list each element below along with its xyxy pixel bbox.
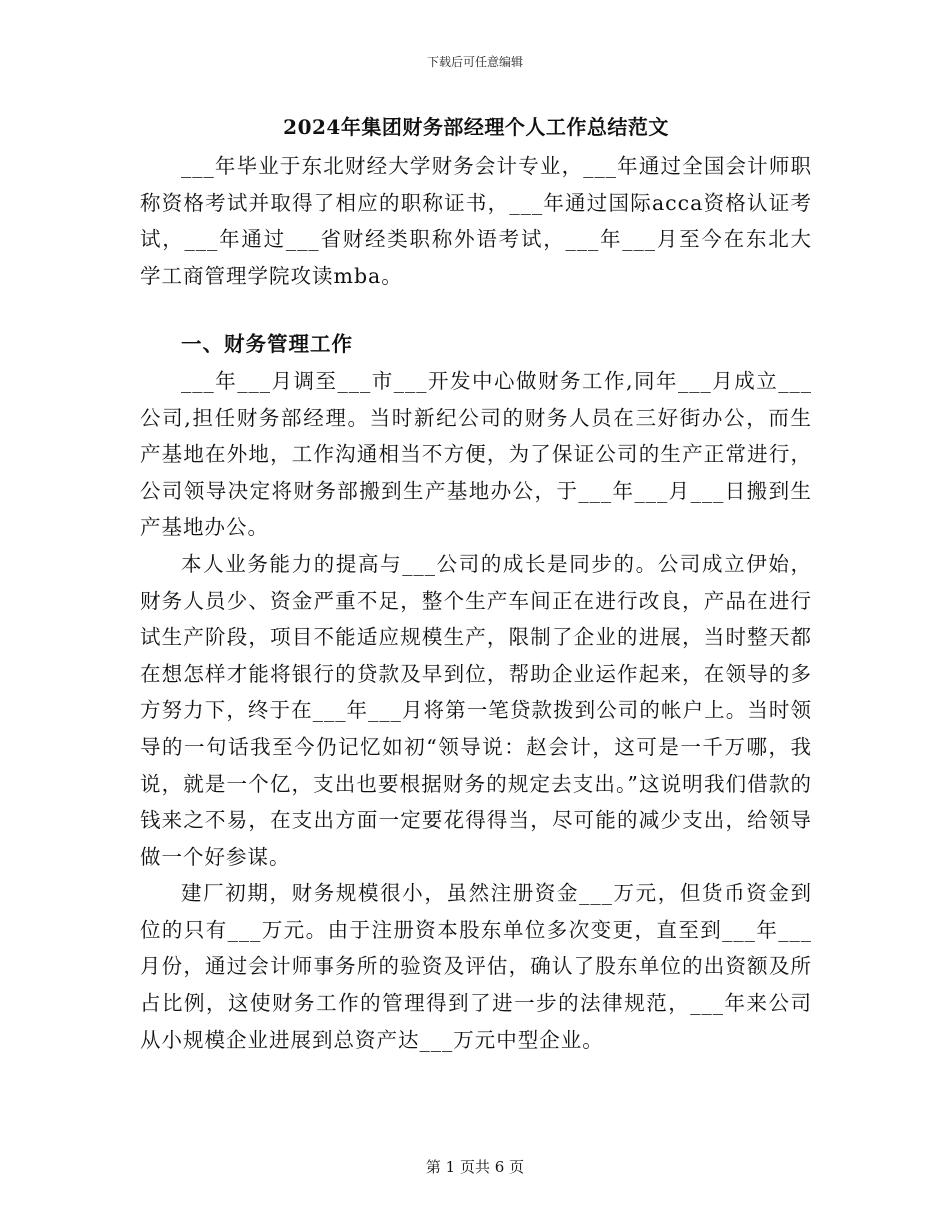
header-note: 下载后可任意编辑: [426, 55, 523, 69]
section-paragraph-1: ___年___月调至___市___开发中心做财务工作,同年___月成立___公司,担任财务部经理。当时新纪公司的财务人员在三好街办公，而生产基地在外地，工作沟通相当不方便，为了保证公司的生产正常进行，公司领导决定将财务部搬到生产基地办公，于___年___月___日搬到生产基地办公。: [140, 368, 812, 540]
page-footer: 第 1 页共 6 页: [425, 1158, 525, 1176]
section-paragraph-2: 本人业务能力的提高与___公司的成长是同步的。公司成立伊始，财务人员少、资金严重不足，整个生产车间正在进行改良，产品在进行试生产阶段，项目不能适应规模生产，限制了企业的进展，当时整天都在想怎样才能将银行的贷款及早到位，帮助企业运作起来，在领导的多方努力下，终于在___年___月将第一笔贷款拨到公司的帐户上。当时领导的一句话我至今仍记忆如初“领导说：赵会计，这可是一千万哪，我说，就是一个亿，支出也要根据财务的规定去支出。”这说明我们借款的钱来之不易，在支出方面一定要花得得当，尽可能的减少支出，给领导做一个好参谋。: [140, 551, 812, 869]
document-body: [140, 112, 812, 1058]
intro-paragraph: ___年毕业于东北财经大学财务会计专业，___年通过全国会计师职称资格考试并取得了相应的职称证书，___年通过国际acca资格认证考试，___年通过___省财经类职称外语考试，___年___月至今在东北大学工商管理学院攻读mba。: [140, 154, 812, 288]
section-heading: 一、财务管理工作: [181, 332, 353, 357]
document-title: 2024年集团财务部经理个人工作总结范文: [283, 115, 669, 139]
section-paragraph-3: 建厂初期，财务规模很小，虽然注册资金___万元，但货币资金到位的只有___万元。由于注册资本股东单位多次变更，直至到___年___月份，通过会计师事务所的验资及评估，确认了股东单位的出资额及所占比例，这使财务工作的管理得到了进一步的法律规范，___年来公司从小规模企业进展到总资产达___万元中型企业。: [140, 881, 812, 1052]
